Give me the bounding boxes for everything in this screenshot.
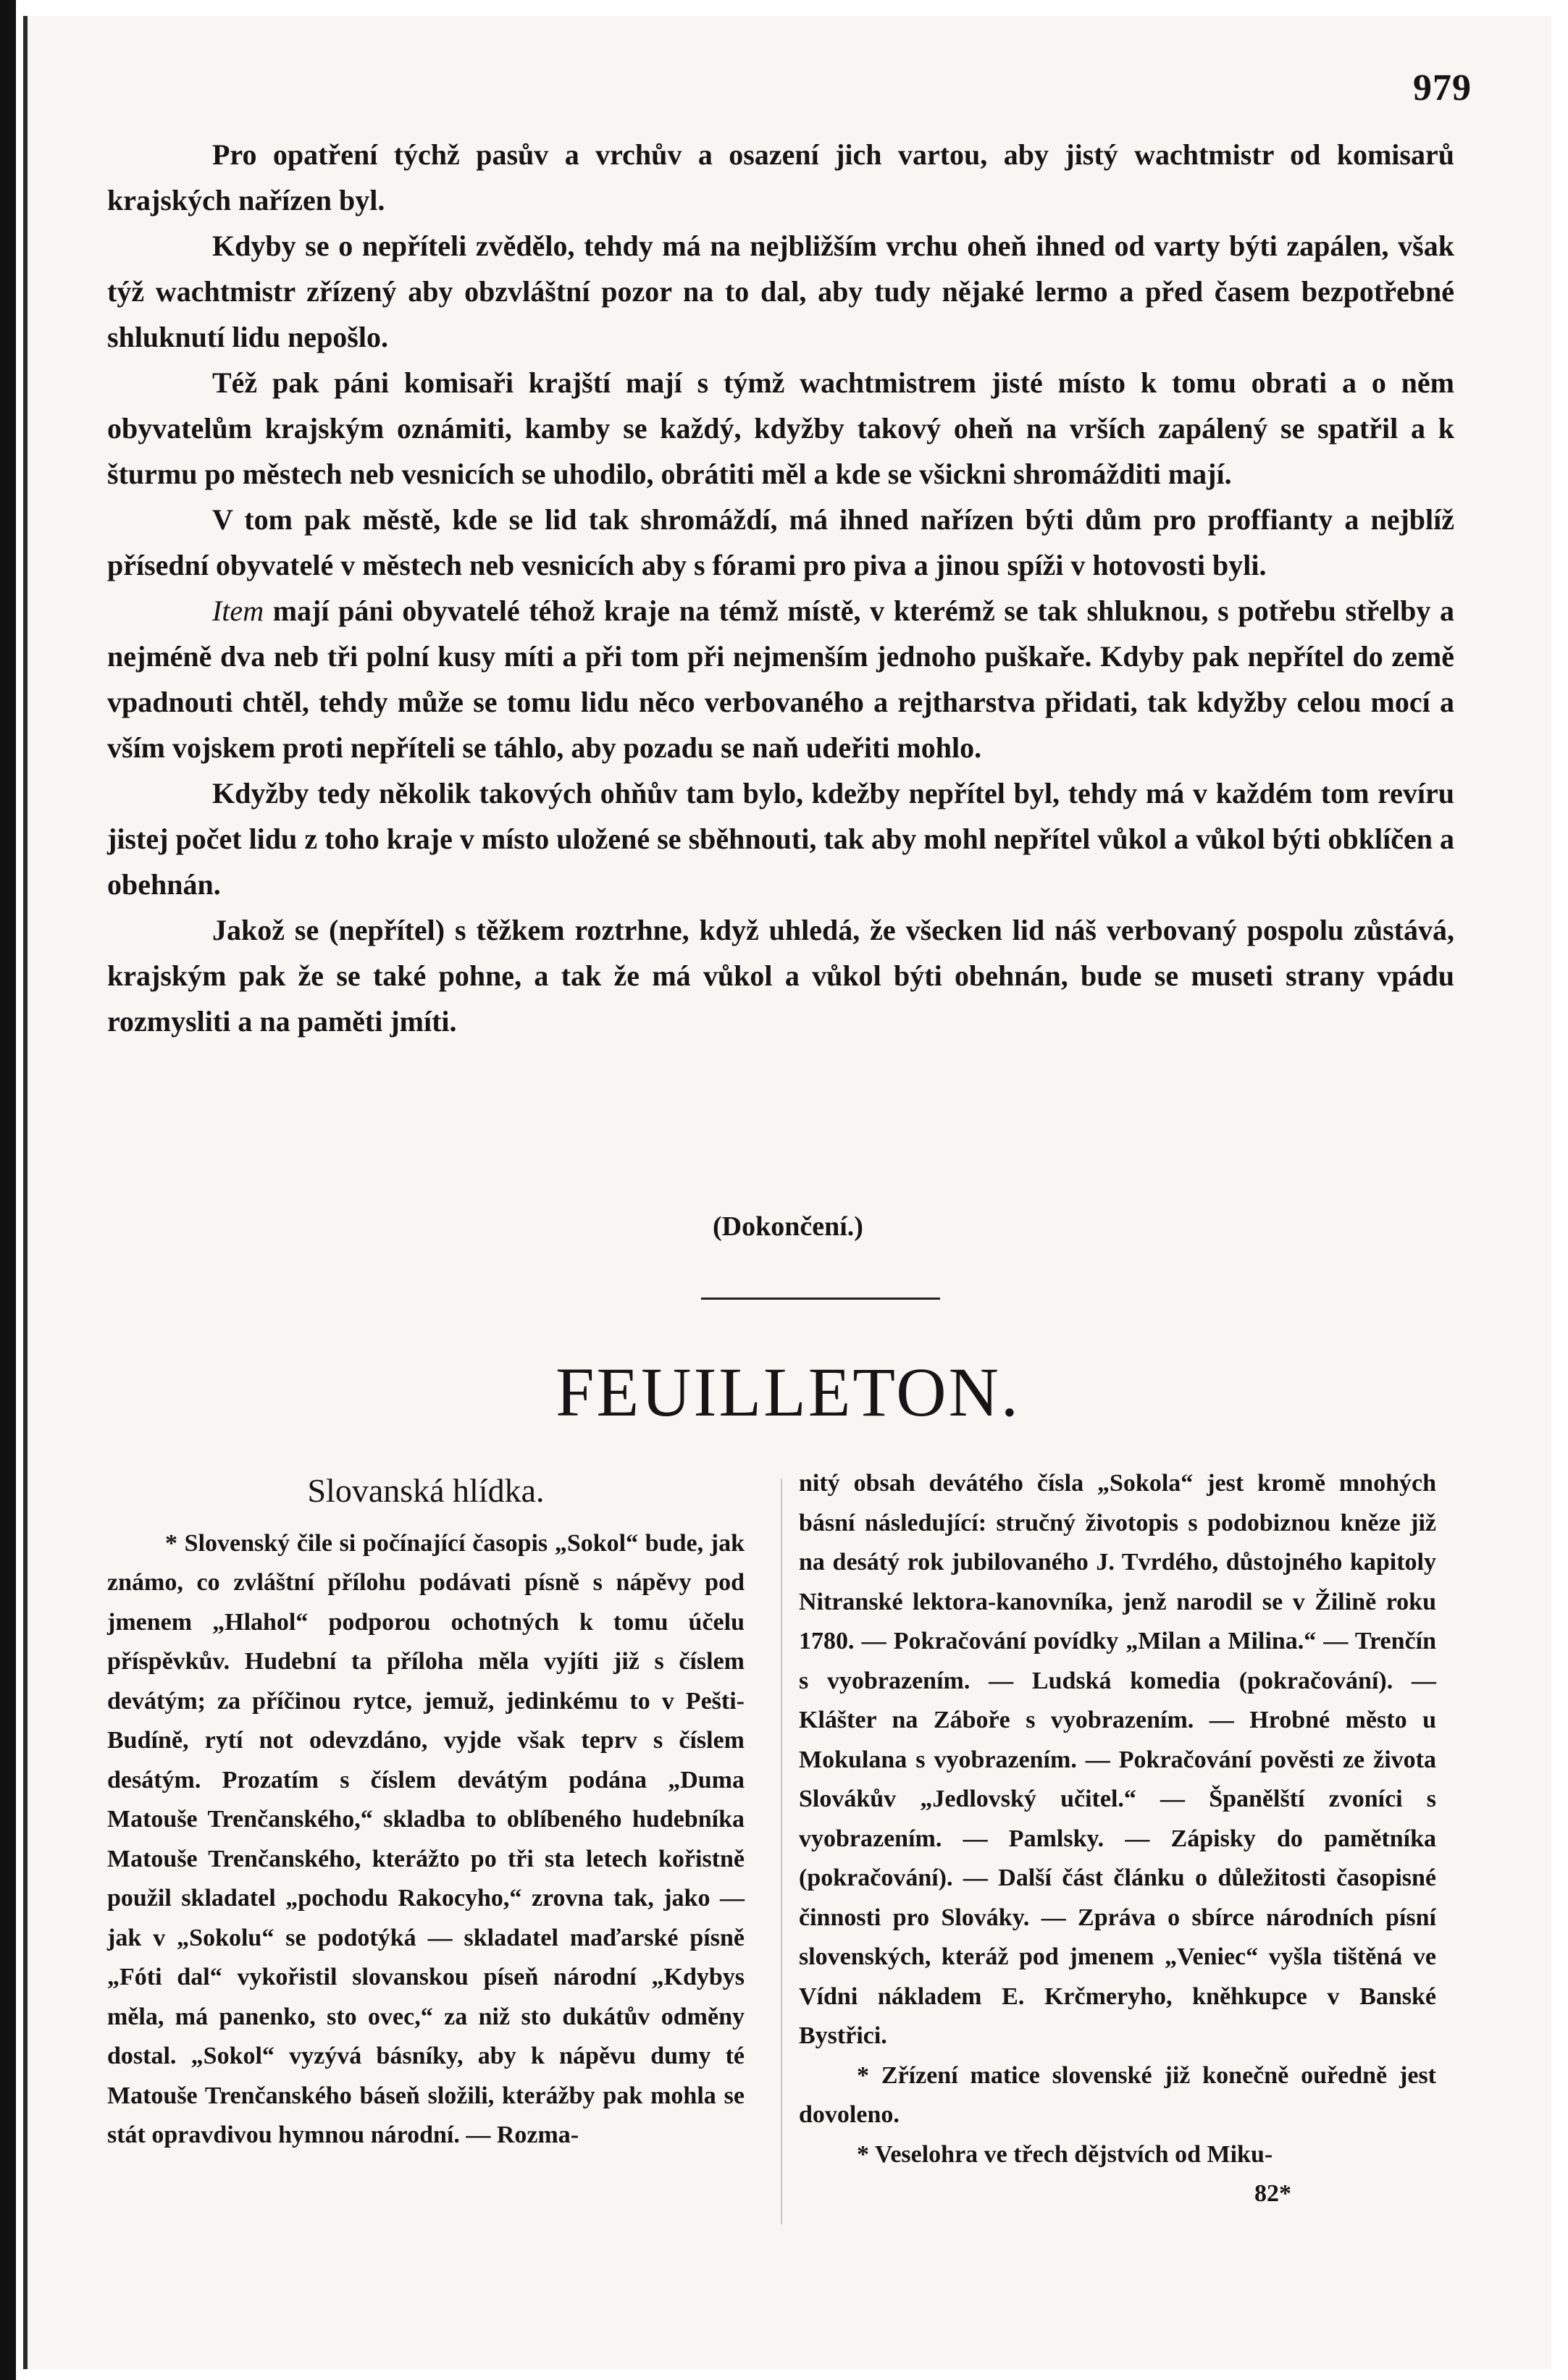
section-title: Slovanská hlídka. bbox=[307, 1472, 545, 1509]
column-paragraph: * Slovenský čile si počínající časopis „Sokol“ bude, jak známo, co zvláštní přílohu podávati písně s nápěvy pod jmenem „Hlahol“ podporou ochotných k tomu účelu příspěvkův. Hudební ta příloha měla vyjíti již s číslem devátým; za příčinou rytce, jemuž, jedinkému to v Pešti-Budíně, rytí not odevzdáno, vyjde však teprv s číslem desátým. Prozatím s číslem devátým podána „Duma Matouše Trenčanského,“ skladba to oblíbeného hudebníka Matouše Trenčanského, kterážto po tři sta letech kořistně použil skladatel „pochodu Rakocyho,“ zrovna tak, jako — jak v „Sokolu“ se podotýká — skladatel maďarské písně „Fóti dal“ vykořistil slovanskou píseň národní „Kdybys měla, má panenko, sto ovec,“ za niž sto dukátův odměny dostal. „Sokol“ vyzývá básníky, aby k nápěvu dumy té Matouše Trenčanského báseň složili, kterážby pak mohla se stát opravdivou hymnou národní. — Rozma- bbox=[107, 1529, 745, 2148]
feuilleton-heading: FEUILLETON. bbox=[555, 1353, 1020, 1431]
article-paragraph-text: mají páni obyvatelé téhož kraje na témž místě, v kterémž se tak shluknou, s potřebu střelby a nejméně dva neb tři polní kusy míti a při tom při nejmenším jednoho puškaře. Kdyby pak nepřítel do země vpadnouti chtěl, tehdy může se tomu lidu něco verbovaného a rejtharstva přidati, tak kdyžby celou mocí a vším vojskem proti nepříteli se táhlo, aby pozadu se naň udeřiti mohlo. bbox=[107, 594, 1454, 764]
right-column bbox=[799, 1464, 1436, 2214]
article-paragraph: Pro opatření týchž pasův a vrchův a osazení jich vartou, aby jistý wachtmistr od komisarů krajských nařízen byl. bbox=[107, 138, 1454, 216]
article-paragraph: Též pak páni komisaři krajští mají s týmž wachtmistrem jisté místo k tomu obrati a o něm obyvatelům krajským oznámiti, kamby se každý, kdyžby takový oheň na vrších zapálený se spatřil a k šturmu po městech neb vesnicích se uhodilo, obrátiti měl a kde se všickni shromážditi mají. bbox=[107, 366, 1454, 490]
newspaper-page bbox=[23, 16, 1551, 2369]
article-paragraph bbox=[107, 588, 1454, 770]
article-paragraph: Jakož se (nepřítel) s těžkem roztrhne, když uhledá, že všecken lid náš verbovaný pospolu zůstává, krajským pak že se také pohne, a tak že má vůkol a vůkol býti obehnán, bude se museti strany vpádu rozmysliti a na paměti jmíti. bbox=[107, 914, 1454, 1038]
concluded-label: (Dokončení.) bbox=[713, 1211, 863, 1242]
column-paragraph: nitý obsah devátého čísla „Sokola“ jest kromě mnohých básní následující: stručný životopis s podobiznou kněze již na desátý rok jubilovaného J. Tvrdého, důstojného kapitoly Nitranské lektora-kanovníka, jenž narodil se v Žilině roku 1780. — Pokračování povídky „Milan a Milina.“ — Trenčín s vyobrazením. — Ludská komedia (pokračování). — Klášter na Záboře s vyobrazením. — Hrobné město u Mokulana s vyobrazením. — Pokračování pověsti ze života Slovákův „Jedlovský učitel.“ — Španělští zvoníci s vyobrazením. — Pamlsky. — Zápisky do pamětníka (pokračování). — Další část článku o důležitosti časopisné činnosti pro Slováky. — Zpráva o sbírce národních písní slovenských, kteráž pod jmenem „Veniec“ vyšla tištěná ve Vídni nákladem E. Krčmeryho, kněhkupce v Banské Bystřici. bbox=[799, 1470, 1436, 2049]
signature-mark: 82* bbox=[1254, 2180, 1291, 2207]
page-number: 979 bbox=[1413, 67, 1472, 109]
article-paragraph: V tom pak městě, kde se lid tak shromáždí, má ihned nařízen býti dům pro proffianty a nejblíž přísední obyvatelé v městech neb vesnicích aby s fórami pro piva a jinou spíži v hotovosti byli. bbox=[107, 503, 1454, 581]
column-paragraph: * Zřízení matice slovenské již konečně ouředně jest dovoleno. bbox=[799, 2061, 1436, 2128]
column-paragraph: * Veselohra ve třech dějstvích od Miku- bbox=[857, 2140, 1273, 2168]
article-paragraph: Kdyby se o nepříteli zvědělo, tehdy má na nejbližším vrchu oheň ihned od varty býti zapálen, však týž wachtmistr zřízený aby obzvláštní pozor na to dal, aby tudy nějaké lermo a před časem bezpotřebné shluknutí lidu nepošlo. bbox=[107, 230, 1454, 353]
scan-edge-bar bbox=[0, 0, 16, 2380]
section-divider bbox=[701, 1298, 940, 1300]
article-body bbox=[107, 132, 1454, 1044]
column-divider bbox=[781, 1479, 782, 2224]
article-paragraph: Kdyžby tedy několik takových ohňův tam bylo, kdežby nepřítel byl, tehdy má v každém tom revíru jistej počet lidu z toho kraje v místo uložené se sběhnouti, tak aby mohl nepřítel vůkol a vůkol býti obklíčen a obehnán. bbox=[107, 777, 1454, 901]
left-column bbox=[107, 1464, 745, 2156]
italic-lead-word: Item bbox=[212, 594, 264, 627]
